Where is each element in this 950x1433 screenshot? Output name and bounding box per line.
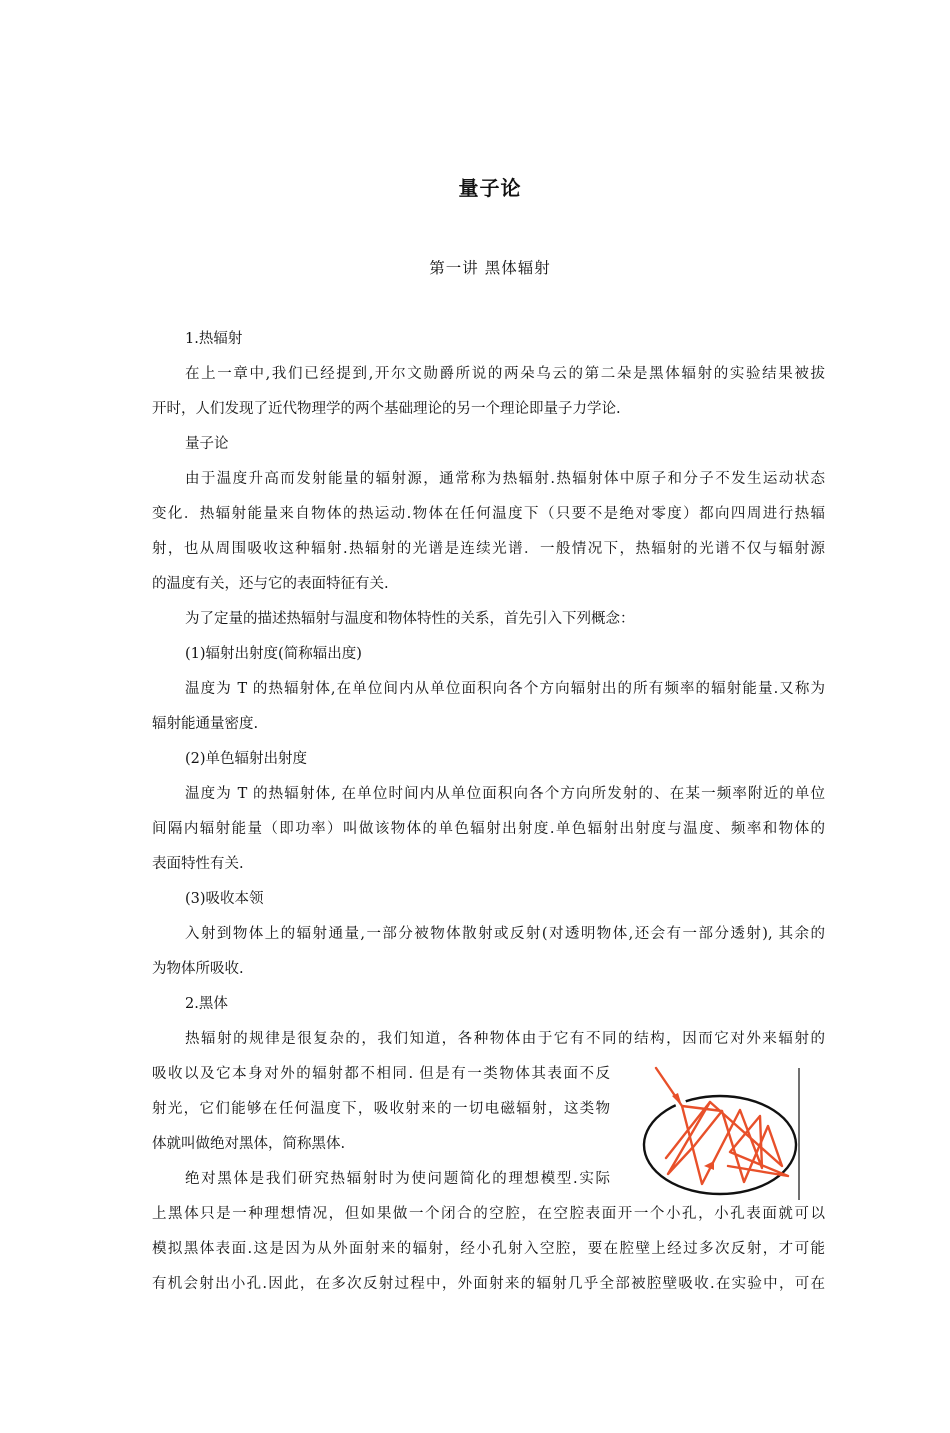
paragraph-line: 辐射能通量密度. [152,716,259,732]
paragraph-line: 在上一章中,我们已经提到,开尔文勋爵所说的两朵乌云的第二朵是黑体辐射的实验结果被拔 [185,366,825,382]
paragraph-line: 为物体所吸收. [152,961,244,977]
paragraph-line: 为了定量的描述热辐射与温度和物体特性的关系，首先引入下列概念： [185,611,635,627]
paragraph-line: 绝对黑体是我们研究热辐射时为使问题简化的理想模型.实际 [185,1171,610,1187]
paragraph-line: 温度为 T 的热辐射体,在单位间内从单位面积向各个方向辐射出的所有频率的辐射能量.又称为 [185,681,825,697]
paragraph-line: 开时，人们发现了近代物理学的两个基础理论的另一个理论即量子力学论. [152,401,621,417]
paragraph-line: 有机会射出小孔.因此，在多次反射过程中，外面射来的辐射几乎全部被腔壁吸收.在实验中，可在 [152,1276,825,1292]
paragraph-line: 间隔内辐射能量（即功率）叫做该物体的单色辐射出射度.单色辐射出射度与温度、频率和物体的 [152,821,825,837]
subheading-quantum-theory: 量子论 [185,436,229,452]
concept-heading-1: (1)辐射出射度(简称辐出度) [185,646,362,662]
paragraph-line: 热辐射的规律是很复杂的，我们知道，各种物体由于它有不同的结构，因而它对外来辐射的 [185,1031,825,1047]
paragraph-line: 吸收以及它本身对外的辐射都不相同. 但是有一类物体其表面不反 [152,1066,610,1082]
paragraph-line: 的温度有关，还与它的表面特征有关. [152,576,389,592]
paragraph-line: 上黑体只是一种理想情况，但如果做一个闭合的空腔，在空腔表面开一个小孔，小孔表面就可以 [152,1206,825,1222]
blackbody-cavity-figure [636,1062,808,1204]
lecture-title: 第一讲 黑体辐射 [429,259,551,277]
paragraph-line: 由于温度升高而发射能量的辐射源，通常称为热辐射.热辐射体中原子和分子不发生运动状态 [185,471,825,487]
paragraph-line: 入射到物体上的辐射通量,一部分被物体散射或反射(对透明物体,还会有一部分透射), 其余的 [185,926,825,942]
paragraph-line: 体就叫做绝对黑体，简称黑体. [152,1136,346,1152]
document-title: 量子论 [458,176,522,200]
section-heading-thermal-radiation: 1.热辐射 [185,331,243,347]
paragraph-line: 温度为 T 的热辐射体, 在单位时间内从单位面积向各个方向所发射的、在某一频率附近的单位 [185,786,825,802]
concept-heading-3: (3)吸收本领 [185,891,264,907]
paragraph-line: 射，也从周围吸收这种辐射.热辐射的光谱是连续光谱．一般情况下，热辐射的光谱不仅与辐射源 [152,541,825,557]
paragraph-line: 表面特性有关. [152,856,244,872]
section-heading-blackbody: 2.黑体 [185,996,228,1012]
reflected-rays [656,1068,788,1184]
paragraph-line: 模拟黑体表面.这是因为从外面射来的辐射，经小孔射入空腔，要在腔壁上经过多次反射，才可能 [152,1241,825,1257]
concept-heading-2: (2)单色辐射出射度 [185,751,308,767]
paragraph-line: 变化．热辐射能量来自物体的热运动.物体在任何温度下（只要不是绝对零度）都向四周进行热辐 [152,506,825,522]
paragraph-line: 射光，它们能够在任何温度下，吸收射来的一切电磁辐射，这类物 [152,1101,610,1117]
